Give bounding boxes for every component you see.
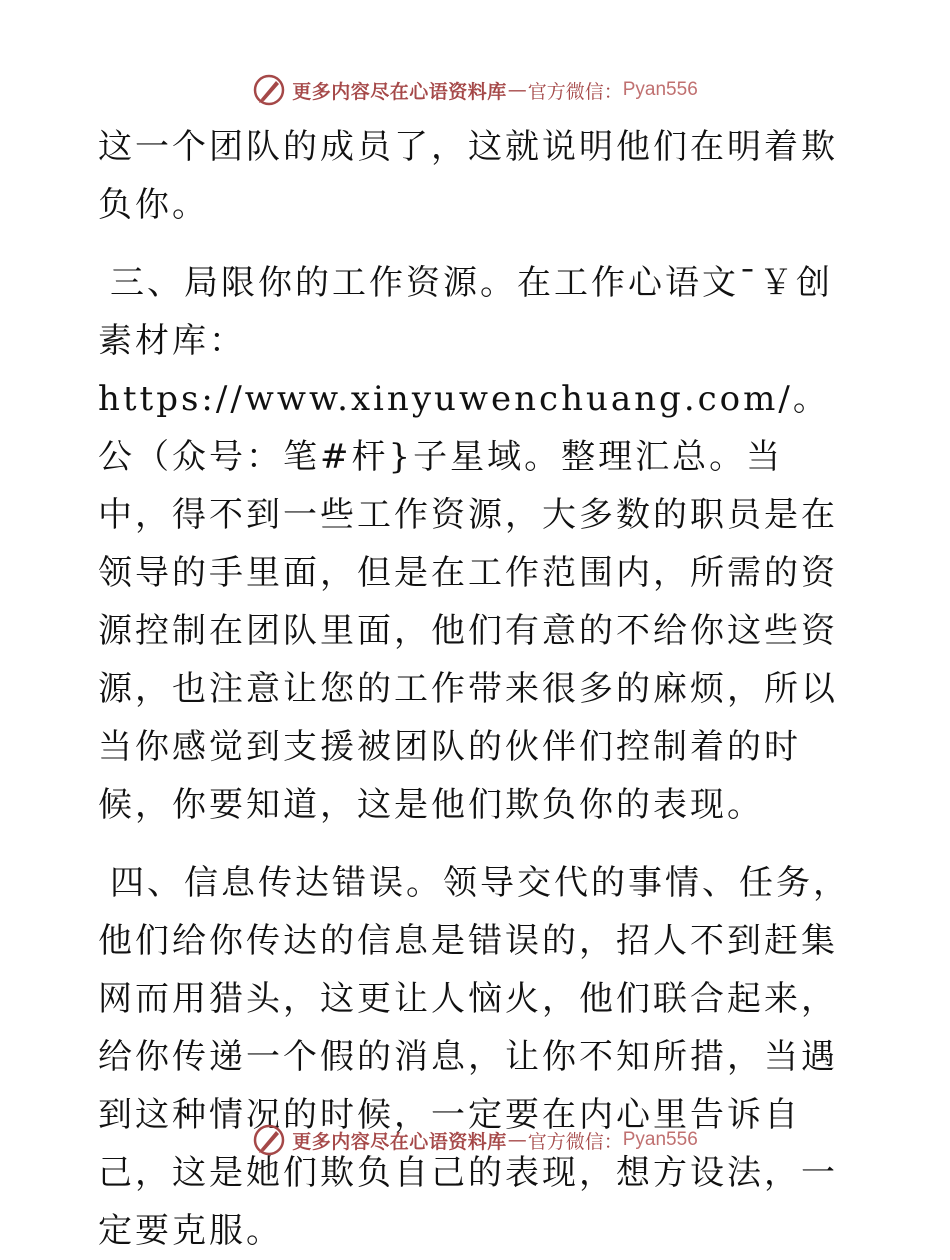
watermark-label: 官方微信： (527, 1130, 623, 1153)
pen-logo-icon (252, 73, 286, 107)
watermark-handle: Pyan556 (622, 1129, 698, 1150)
watermark-dash: — (507, 79, 527, 101)
pen-logo-icon (252, 1123, 286, 1157)
watermark-label: 官方微信： (527, 80, 623, 103)
watermark-main-text: 更多内容尽在心语资料库 (292, 80, 507, 103)
paragraph-point-three: 三、局限你的工作资源。在工作心语文¯￥创素材库：https://www.xinyuwenchuang.com/。公（众号：笔#杆}子星域。整理汇总。当中，得不到一些工作资源，大多数的职员是在领导的手里面，但是在工作范围内，所需的资源控制在团队里面，他们有意的不给你这些资源，也注意让您的工作带来很多的麻烦，所以当你感觉到支援被团队的伙伴们控制着的时候，你要知道，这是他们欺负你的表现。 (98, 263, 838, 825)
watermark-handle: Pyan556 (622, 79, 698, 100)
paragraph-continuation: 这一个团队的成员了，这就说明他们在明着欺负你。 (98, 127, 838, 225)
watermark-footer (0, 1120, 950, 1160)
document-body (98, 118, 850, 1260)
paragraph-point-four: 四、信息传达错误。领导交代的事情、任务，他们给你传达的信息是错误的，招人不到赶集网而用猎头，这更让人恼火，他们联合起来，给你传递一个假的消息，让你不知所措，当遇到这种情况的时候，一定要在内心里告诉自己，这是她们欺负自己的表现，想方设法，一定要克服。 (98, 863, 850, 1251)
watermark-main-text: 更多内容尽在心语资料库 (292, 1130, 507, 1153)
watermark-dash: — (507, 1129, 527, 1151)
watermark-header (0, 70, 950, 110)
